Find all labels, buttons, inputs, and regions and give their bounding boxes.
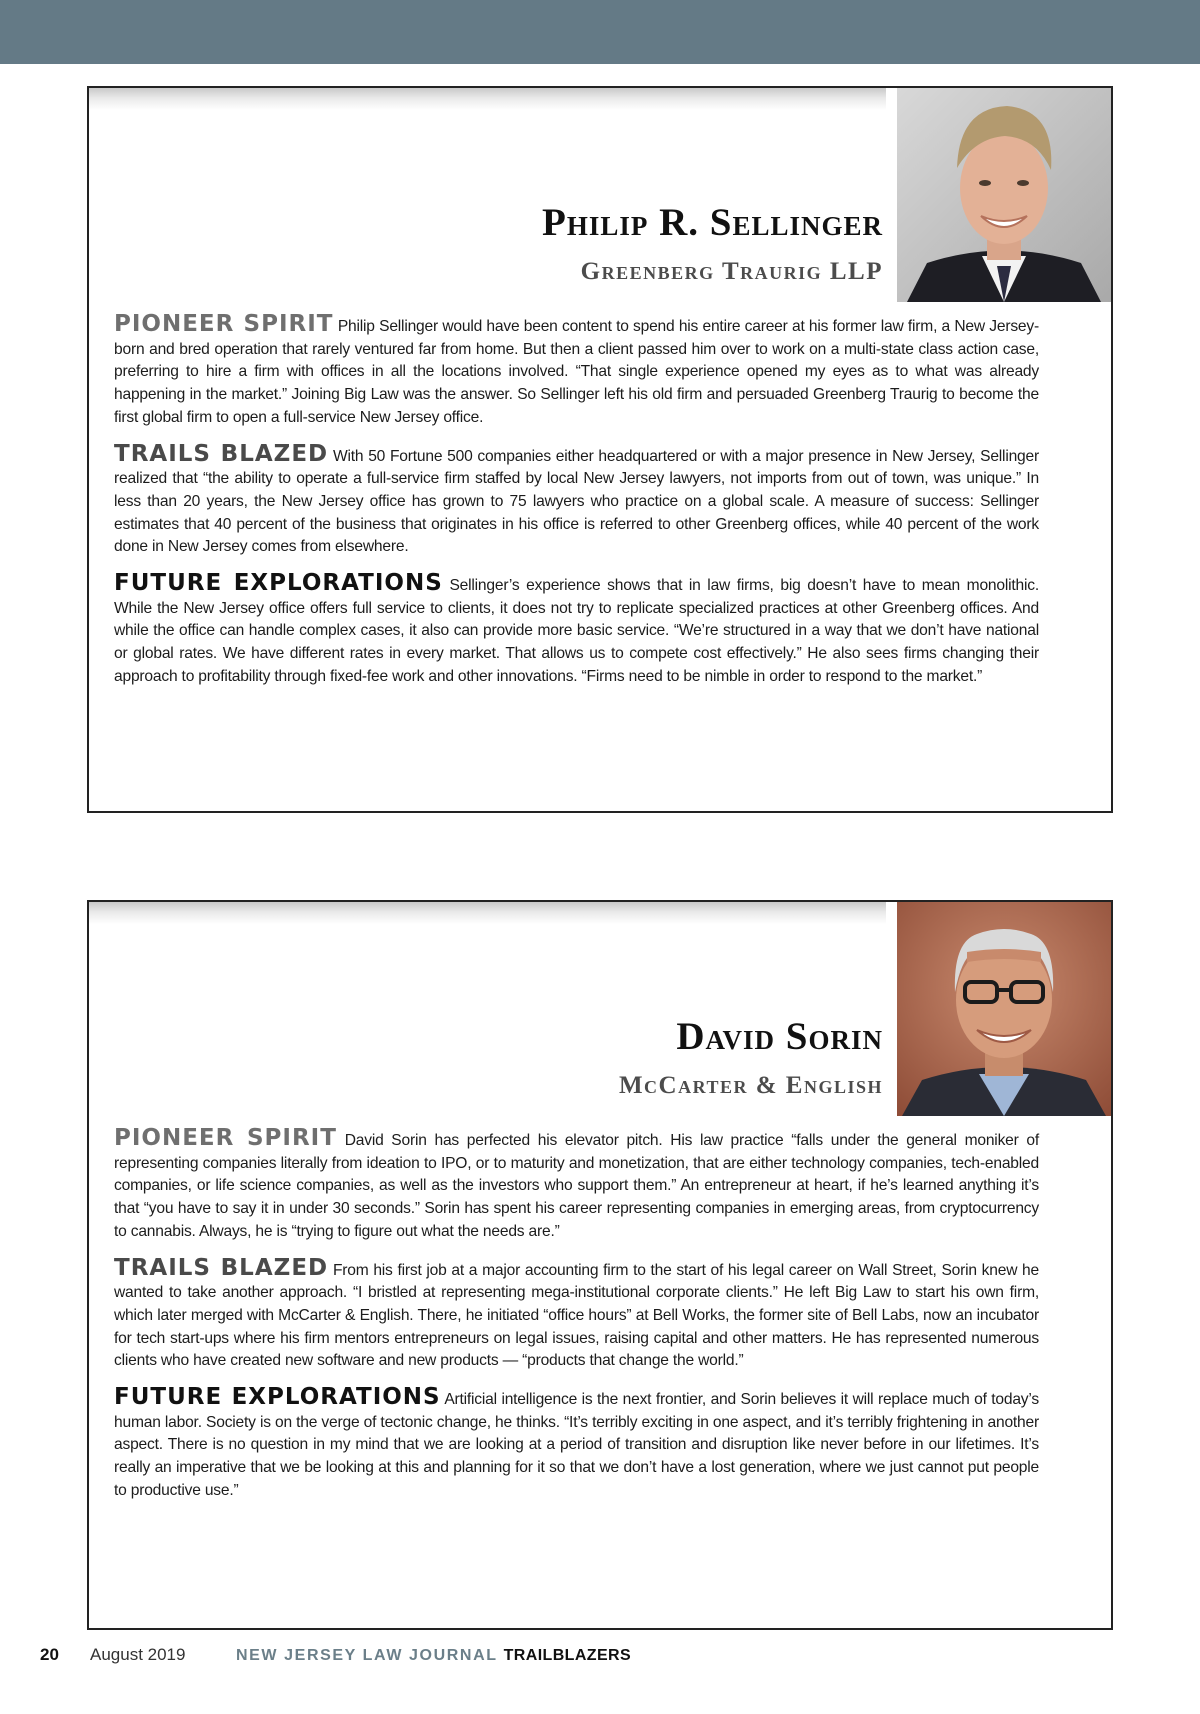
section-label: FUTURE EXPLORATIONS xyxy=(114,570,443,597)
profile-name: Philip R. Sellinger xyxy=(542,201,883,244)
section-trails-blazed xyxy=(114,440,1039,560)
profile-card-sellinger xyxy=(87,86,1113,813)
section-text: With 50 Fortune 500 companies either headquartered or with a major presence in New Jersey, Sellinger realized that “the ability to operate a full-service firm staffed by local New Jersey lawyers, not imports from out of town, was unique.” In less than 20 years, the New Jersey office has grown to 75 lawyers who practice on a global scale. A measure of success: Sellinger estimates that 40 percent of the business that originates in his office is referred to other Greenberg offices, while 40 percent of the work done in New Jersey comes from elsewhere. xyxy=(114,447,1039,556)
portrait-image xyxy=(897,88,1111,302)
section-label: TRAILS BLAZED xyxy=(114,1254,329,1281)
card-top-shade xyxy=(89,88,886,110)
issue-date: August 2019 xyxy=(90,1645,186,1664)
section-pioneer-spirit xyxy=(114,311,1039,430)
publication-suffix: TRAILBLAZERS xyxy=(503,1647,632,1664)
section-text: Artificial intelligence is the next frontier, and Sorin believes it will replace much of today’s human labor. Society is on the verge of tectonic change, he thinks. “It’s terribly exciting in one aspect, and it’s terribly frightening in another aspect. There is no question in my mind that we are looking at a period of transition and disruption like never before in our lifetimes. It’s really an imperative that we be looking at this and planning for it so that we don’t have a lost generation, where we just cannot put people to productive use.” xyxy=(114,1391,1039,1499)
section-future-explorations xyxy=(114,570,1039,689)
profile-card-sorin xyxy=(87,900,1113,1630)
section-text: David Sorin has perfected his elevator pitch. His law practice “falls under the general moniker of representing companies literally from ideation to IPO, or to maturity and monetization, that are either technology companies, tech-enabled companies, or life science companies, as well as the investors who support them.” An entrepreneur at heart, if he’s learned anything it’s that “you have to say it in under 30 seconds.” Sorin has spent his career representing companies in emerging areas, from cryptocurrency to cannabis. Always, he is “trying to figure out what the needs are.” xyxy=(114,1132,1039,1240)
headshot-photo-sorin xyxy=(897,902,1111,1116)
profile-firm: McCarter & English xyxy=(618,1072,883,1099)
profile-body xyxy=(114,1125,1039,1517)
section-pioneer-spirit xyxy=(114,1125,1039,1244)
profile-name: David Sorin xyxy=(676,1015,883,1058)
section-label: FUTURE EXPLORATIONS xyxy=(114,1384,441,1411)
section-trails-blazed xyxy=(114,1254,1039,1374)
card-top-shade xyxy=(89,902,886,924)
page-footer xyxy=(40,1645,631,1669)
header-band xyxy=(0,0,1200,64)
page-number: 20 xyxy=(40,1645,59,1664)
section-text: From his first job at a major accounting firm to the start of his legal career on Wall Street, Sorin knew he wanted to take another approach. “I bristled at representing mega-institutional corporate clients.” He left Big Law to start his own firm, which later merged with McCarter & English. There, he initiated “office hours” at Bell Works, the former site of Bell Labs, now an incubator for tech start-ups where his firm mentors entrepreneurs on legal issues, raising capital and other matters. He has represented numerous clients who have created new software and new products — “products that change the world.” xyxy=(114,1261,1039,1370)
section-text: Sellinger’s experience shows that in law firms, big doesn’t have to mean monolithic. While the New Jersey office offers full service to clients, it does not try to replicate specialized practices at other Greenberg offices. And while the office can handle complex cases, it also can provide more basic service. “We’re structured in a way that we don’t have national or global rates. We have different rates in every market. That allows us to compete cost effectively.” He also sees firms changing their approach to profitability through fixed-fee work and other innovations. “Firms need to be nimble in order to respond to the market.” xyxy=(114,577,1039,685)
portrait-image xyxy=(897,902,1111,1116)
publication-name: NEW JERSEY LAW JOURNAL xyxy=(236,1647,498,1664)
section-text: Philip Sellinger would have been content to spend his entire career at his former law firm, a New Jersey-born and bred operation that rarely ventured far from home. But then a client passed him over to work on a multi-state class action case, preferring to hire a firm with offices in all the locations involved. “That single experience opened my eyes as to what was already happening in the market.” Joining Big Law was the answer. So Sellinger left his old firm and persuaded Greenberg Traurig to become the first global firm to open a full-service New Jersey office. xyxy=(114,318,1039,426)
profile-body xyxy=(114,311,1039,703)
profile-firm: Greenberg Traurig LLP xyxy=(580,258,883,285)
section-label: PIONEER SPIRIT xyxy=(114,1125,337,1151)
section-label: TRAILS BLAZED xyxy=(114,440,329,467)
section-future-explorations xyxy=(114,1384,1039,1503)
section-label: PIONEER SPIRIT xyxy=(114,311,334,337)
headshot-photo-sellinger xyxy=(897,88,1111,302)
